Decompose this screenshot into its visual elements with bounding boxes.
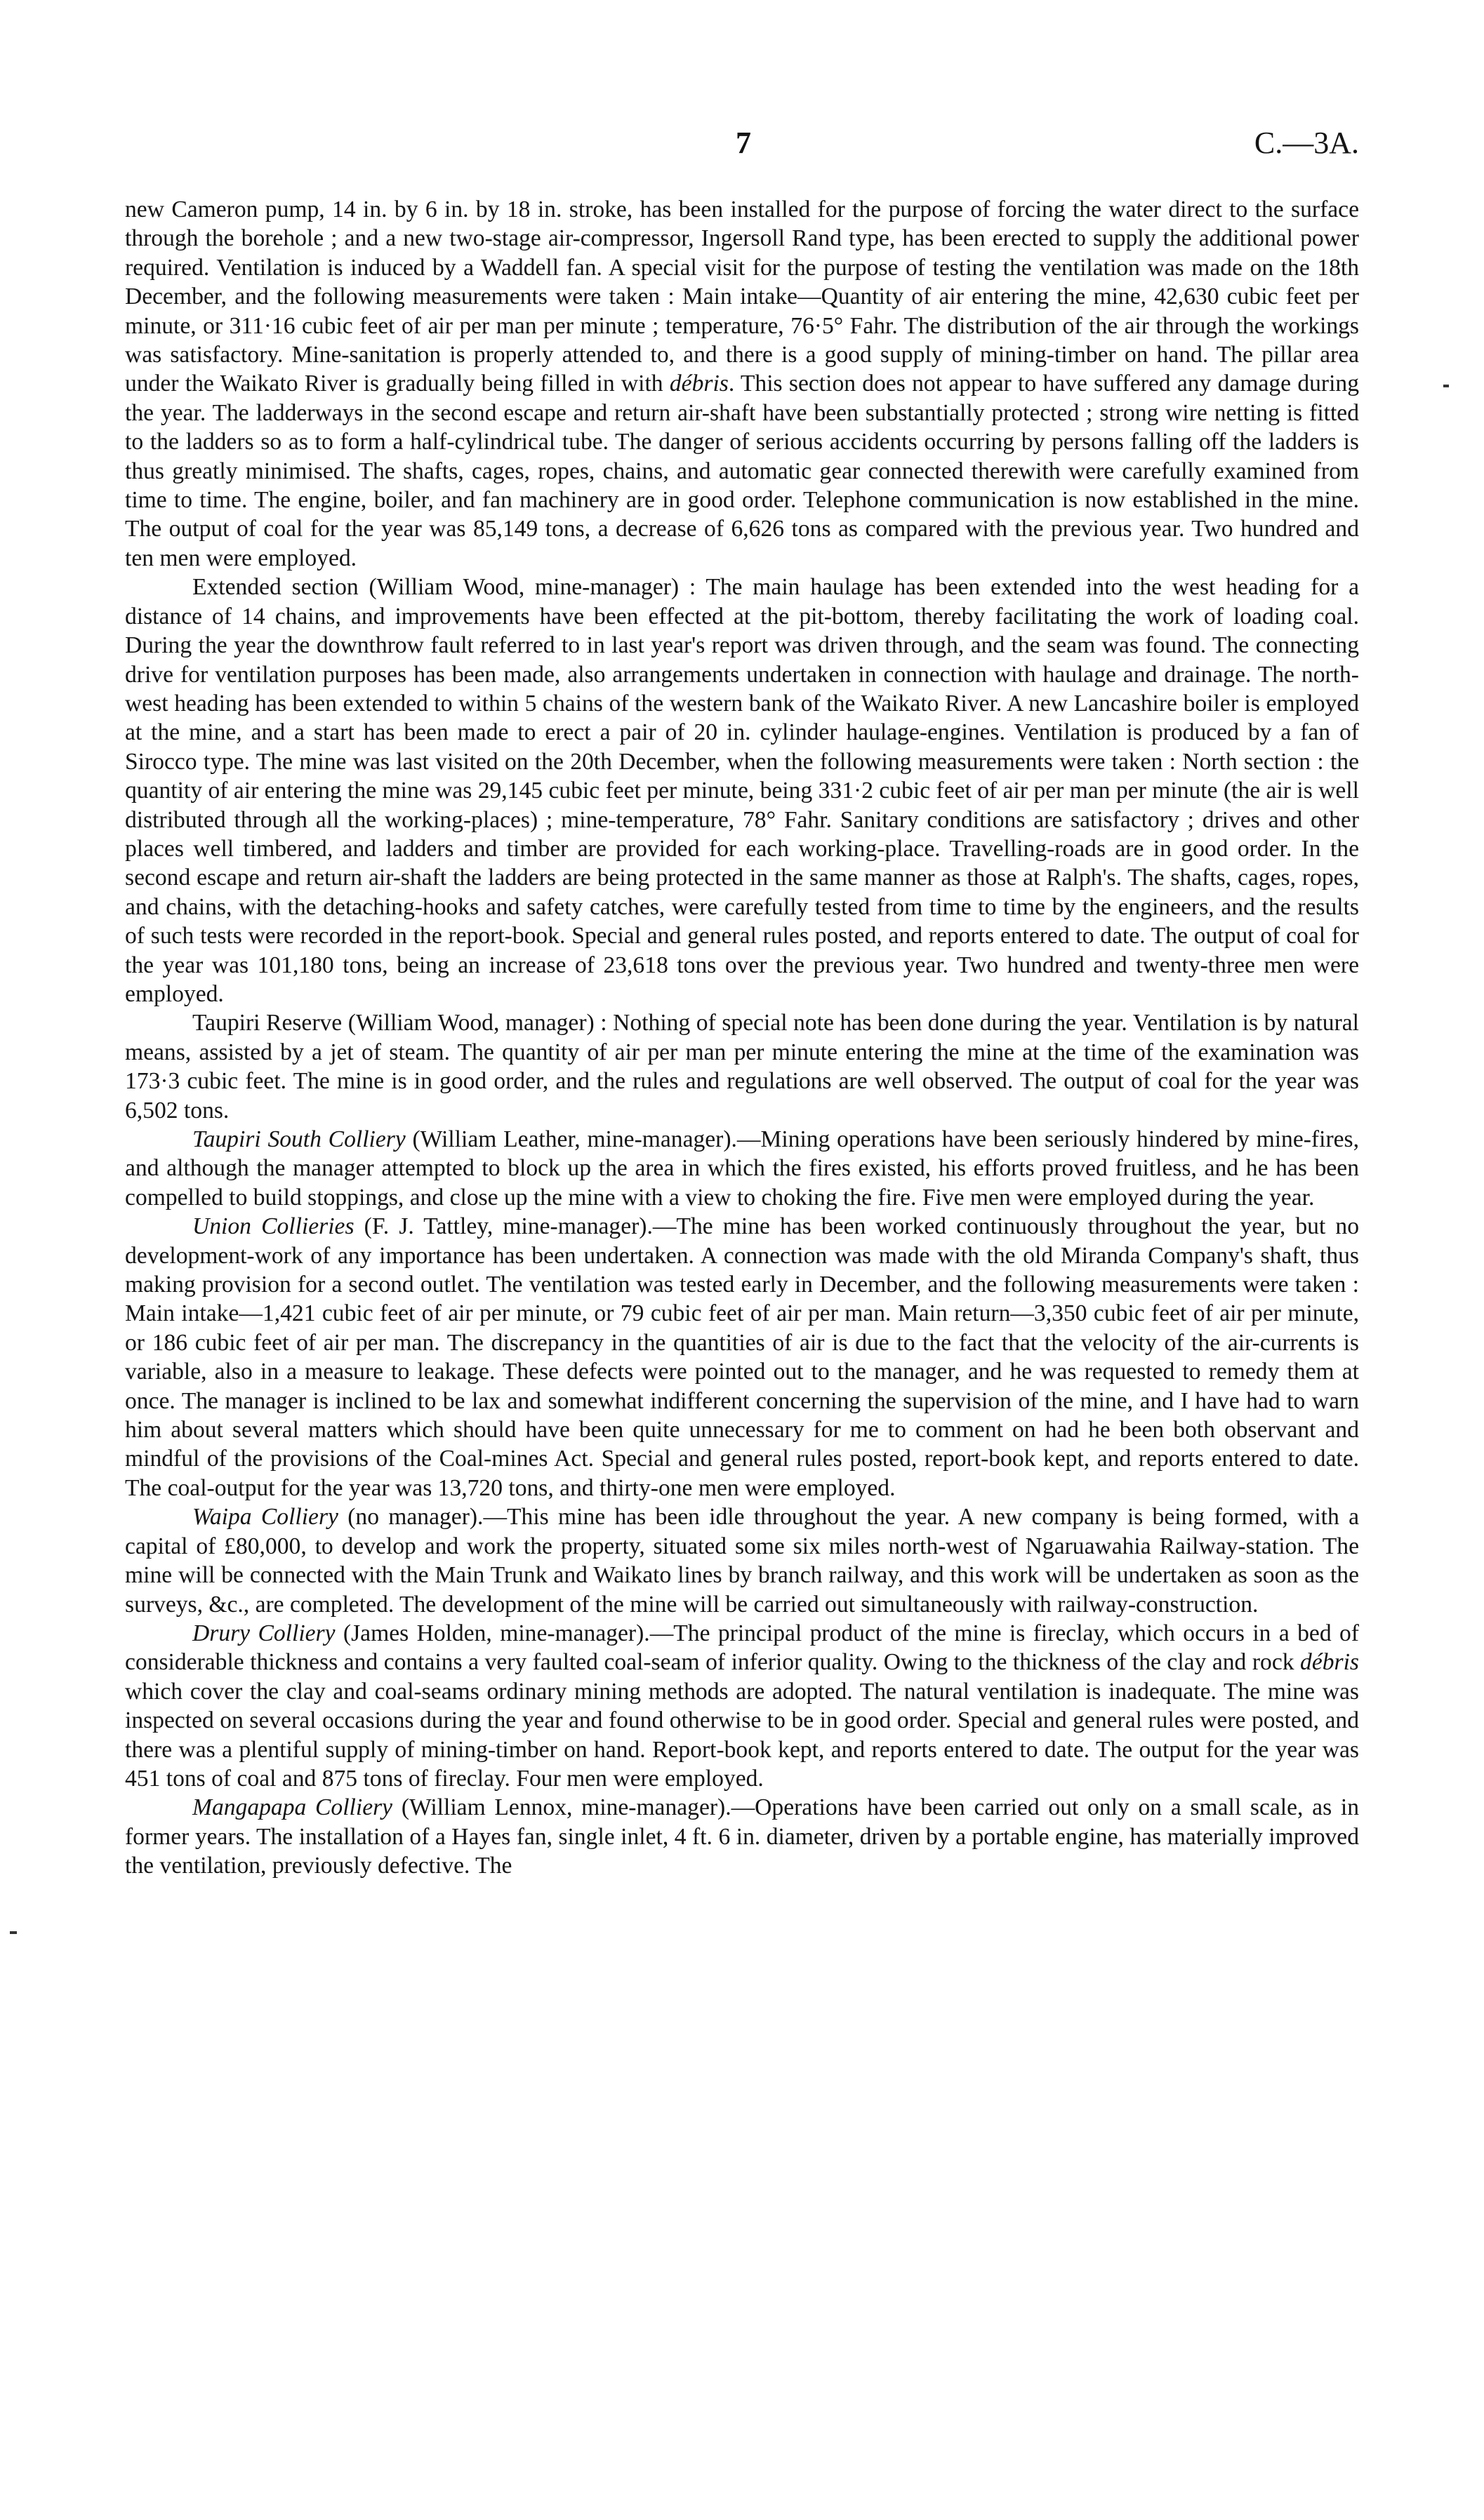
colliery-heading: Drury Colliery [192,1620,336,1646]
foreign-term: débris [1300,1649,1359,1676]
paragraph-text: Extended section (William Wood, mine-manager) : The main haulage has been extended into the west heading for a distance of 14 chains, and improvements have been effected at the pit-bottom, thereby facilitating the work of loading coal. During the year the downthrow fault referred to in last year's report was driven through, and the seam was found. The connecting drive for ventilation purposes has been made, also arrangements undertaken in connection with haulage and drainage. The north-west heading has been extended to within 5 chains of the western bank of the Waikato River. A new Lancashire boiler is employed at the mine, and a start has been made to erect a pair of 20 in. cylinder haulage-engines. Ventilation is produced by a fan of Sirocco type. The mine was last visited on the 20th December, when the following measurements were taken : North section : the quantity of air entering the mine was 29,145 cubic feet per minute, being 331·2 cubic feet of air per man per minute (the air is well distributed through all the working-places) ; mine-temperature, 78° Fahr. Sanitary conditions are satisfactory ; drives and other places well timbered, and ladders and timber are provided for each working-place. Travelling-roads are in good order. In the second escape and return air-shaft the ladders are being protected in the same manner as those at Ralph's. The shafts, cages, ropes, and chains, with the detaching-hooks and safety catches, were carefully tested from time to time by the engineers, and the results of such tests were recorded in the report-book. Special and general rules posted, and reports entered to date. The output of coal for the year was 101,180 tons, being an increase of 23,618 tons over the previous year. Two hundred and twenty-three men were employed. [125,574,1359,1007]
margin-mark [10,1931,17,1934]
paragraph-ralphs-continued [125,195,1359,573]
paragraph-text: which cover the clay and coal-seams ordinary mining methods are adopted. The natural ventilation is inadequate. The mine was inspected on several occasions during the year and found otherwise to be in good order. Special and general rules were posted, and there was a plentiful supply of mining-timber on hand. Report-book kept, and reports entered to date. The output for the year was 451 tons of coal and 875 tons of fireclay. Four men were employed. [125,1678,1359,1792]
document-code: C.—3A. [1254,126,1359,160]
paragraph-drury-colliery [125,1619,1359,1793]
paragraph-text: (no manager).—This mine has been idle throughout the year. A new company is being formed, with a capital of £80,000, to develop and work the property, situated some six miles north-west of Ngaruawahia Railway-station. The mine will be connected with the Main Trunk and Waikato lines by branch railway, and this work will be undertaken as soon as the surveys, &c., are completed. The development of the mine will be carried out simultaneously with railway-construction. [125,1504,1359,1618]
colliery-heading: Mangapapa Colliery [192,1794,393,1821]
paragraph-text: . This section does not appear to have suffered any damage during the year. The ladderways in the second escape and return air-shaft have been substantially protected ; strong wire netting is fitted to the ladders so as to form a half-cylindrical tube. The danger of serious accidents occurring by persons falling off the ladders is thus greatly minimised. The shafts, cages, ropes, chains, and automatic gear connected therewith were carefully examined from time to time. The engine, boiler, and fan machinery are in good order. Telephone communication is now established in the mine. The output of coal for the year was 85,149 tons, a decrease of 6,626 tons as compared with the previous year. Two hundred and ten men were employed. [125,371,1360,571]
paragraph-taupiri-south [125,1125,1359,1212]
colliery-heading: Taupiri South Colliery [192,1126,406,1152]
foreign-term: débris [669,371,729,397]
paragraph-text: (James Holden, mine-manager).—The principal product of the mine is fireclay, which occurs in a bed of considerable thickness and contains a very faulted coal-seam of inferior quality. Owing to the thickness of the clay and rock [125,1620,1359,1676]
paragraph-taupiri-reserve [125,1008,1359,1125]
paragraph-text: new Cameron pump, 14 in. by 6 in. by 18 in. stroke, has been installed for the purpose of forcing the water direct to the surface through the borehole ; and a new two-stage air-compressor, Ingersoll Rand type, has been erected to supply the additional power required. Ventilation is induced by a Waddell fan. A special visit for the purpose of testing the ventilation was made on the 18th December, and the following measurements were taken : Main intake—Quantity of air entering the mine, 42,630 cubic feet per minute, or 311·16 cubic feet of air per man per minute ; temperature, 76·5° Fahr. The distribution of the air through the workings was satisfactory. Mine-sanitation is properly attended to, and there is a good supply of mining-timber on hand. The pillar area under the Waikato River is gradually being filled in with [125,196,1359,397]
paragraph-text: Taupiri Reserve (William Wood, manager) : Nothing of special note has been done during the year. Ventilation is by natural means, assisted by a jet of steam. The quantity of air per man per minute entering the mine at the time of the examination was 173·3 cubic feet. The mine is in good order, and the rules and regulations are well observed. The output of coal for the year was 6,502 tons. [125,1010,1359,1124]
colliery-heading: Waipa Colliery [192,1504,338,1531]
paragraph-union-collieries [125,1212,1359,1502]
margin-mark [1443,385,1449,387]
document-page [125,0,1359,2520]
paragraph-text: (F. J. Tattley, mine-manager).—The mine has been worked continuously throughout the year, but no development-work of any importance has been undertaken. A connection was made with the old Miranda Company's shaft, thus making provision for a second outlet. The ventilation was tested early in December, and the following measurements were taken : Main intake—1,421 cubic feet of air per minute, or 79 cubic feet of air per man. Main return—3,350 cubic feet of air per minute, or 186 cubic feet of air per man. The discrepancy in the quantities of air is due to the fact that the velocity of the air-currents is variable, also in a measure to leakage. These defects were pointed out to the manager, and he was requested to remedy them at once. The manager is inclined to be lax and somewhat indifferent concerning the supervision of the mine, and I have had to warn him about several matters which should have been quite unnecessary for me to comment on had he been both observant and mindful of the provisions of the Coal-mines Act. Special and general rules posted, report-book kept, and reports entered to date. The coal-output for the year was 13,720 tons, and thirty-one men were employed. [125,1213,1359,1501]
colliery-heading: Union Collieries [192,1213,355,1240]
page-number: 7 [736,126,751,160]
body-text [125,195,1359,1881]
paragraph-text: (William Lennox, mine-manager).—Operations have been carried out only on a small scale, as in former years. The installation of a Hayes fan, single inlet, 4 ft. 6 in. diameter, driven by a portable engine, has materially improved the ventilation, previously defective. The [125,1794,1359,1879]
paragraph-extended-section [125,573,1359,1008]
paragraph-mangapapa-colliery [125,1793,1359,1880]
paragraph-waipa-colliery [125,1502,1359,1619]
page-header [125,125,1359,167]
paragraph-text: (William Leather, mine-manager).—Mining operations have been seriously hindered by mine-fires, and although the manager attempted to block up the area in which the fires existed, his efforts proved fruitless, and he has been compelled to build stoppings, and close up the mine with a view to choking the fire. Five men were employed during the year. [125,1126,1359,1211]
